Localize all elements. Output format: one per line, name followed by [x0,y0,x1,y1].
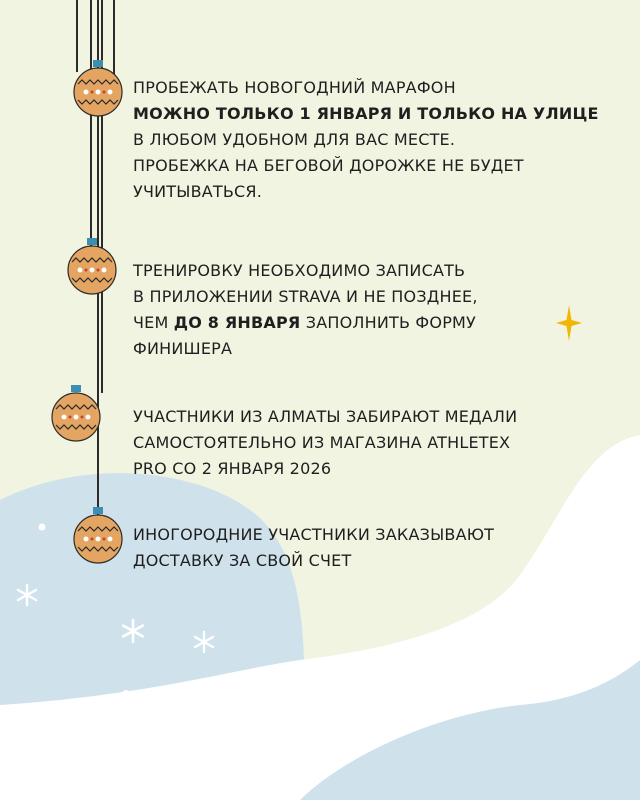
ornament-string-2 [90,0,92,246]
text-segment: ЗАПОЛНИТЬ ФОРМУ [300,313,477,332]
text-line [133,101,633,127]
christmas-ornament-icon [72,507,124,567]
text-segment: УЧАСТНИКИ ИЗ АЛМАТЫ ЗАБИРАЮТ МЕДАЛИ [133,407,518,426]
text-line [133,430,633,456]
text-segment: ПРОБЕЖКА НА БЕГОВОЙ ДОРОЖКЕ НЕ БУДЕТ [133,156,524,175]
text-segment: В ПРИЛОЖЕНИИ STRAVA И НЕ ПОЗДНЕЕ, [133,287,478,306]
text-segment: САМОСТОЯТЕЛЬНО ИЗ МАГАЗИНА ATHLETEX [133,433,511,452]
text-line [133,548,633,574]
ornament-string-3 [101,0,103,393]
text-line [133,153,633,179]
text-segment: ПРОБЕЖАТЬ НОВОГОДНИЙ МАРАФОН [133,78,456,97]
text-line [133,310,633,336]
text-line [133,179,633,205]
text-segment: ТРЕНИРОВКУ НЕОБХОДИМО ЗАПИСАТЬ [133,261,466,280]
christmas-ornament-icon [50,385,102,445]
snowflake-icon [120,688,132,700]
text-line [133,404,633,430]
rule-item-almaty-medals [133,404,633,482]
text-line [133,284,633,310]
text-line [133,127,633,153]
christmas-ornament-icon [72,60,124,120]
text-segment: ФИНИШЕРА [133,339,233,358]
text-line [133,522,633,548]
rule-item-delivery [133,522,633,574]
snowflake-icon [37,522,47,532]
snowflake-icon [15,583,39,607]
snowflake-icon [120,618,146,644]
rule-item-run-date [133,75,633,205]
snowflake-icon [192,630,216,654]
text-segment: УЧИТЫВАТЬСЯ. [133,182,263,201]
bold-text-segment: ДО 8 ЯНВАРЯ [173,313,301,332]
text-line [133,75,633,101]
rule-item-strava-record [133,258,633,362]
text-line [133,456,633,482]
text-segment: ДОСТАВКУ ЗА СВОЙ СЧЕТ [133,551,352,570]
text-segment: ЧЕМ [133,313,174,332]
christmas-ornament-icon [66,238,118,298]
text-segment: В ЛЮБОМ УДОБНОМ ДЛЯ ВАС МЕСТЕ. [133,130,456,149]
bold-text-segment: МОЖНО ТОЛЬКО 1 ЯНВАРЯ И ТОЛЬКО НА УЛИЦЕ [133,104,599,123]
text-line [133,336,633,362]
text-segment: ИНОГОРОДНИЕ УЧАСТНИКИ ЗАКАЗЫВАЮТ [133,525,495,544]
text-line [133,258,633,284]
text-segment: PRO СО 2 ЯНВАРЯ 2026 [133,459,332,478]
